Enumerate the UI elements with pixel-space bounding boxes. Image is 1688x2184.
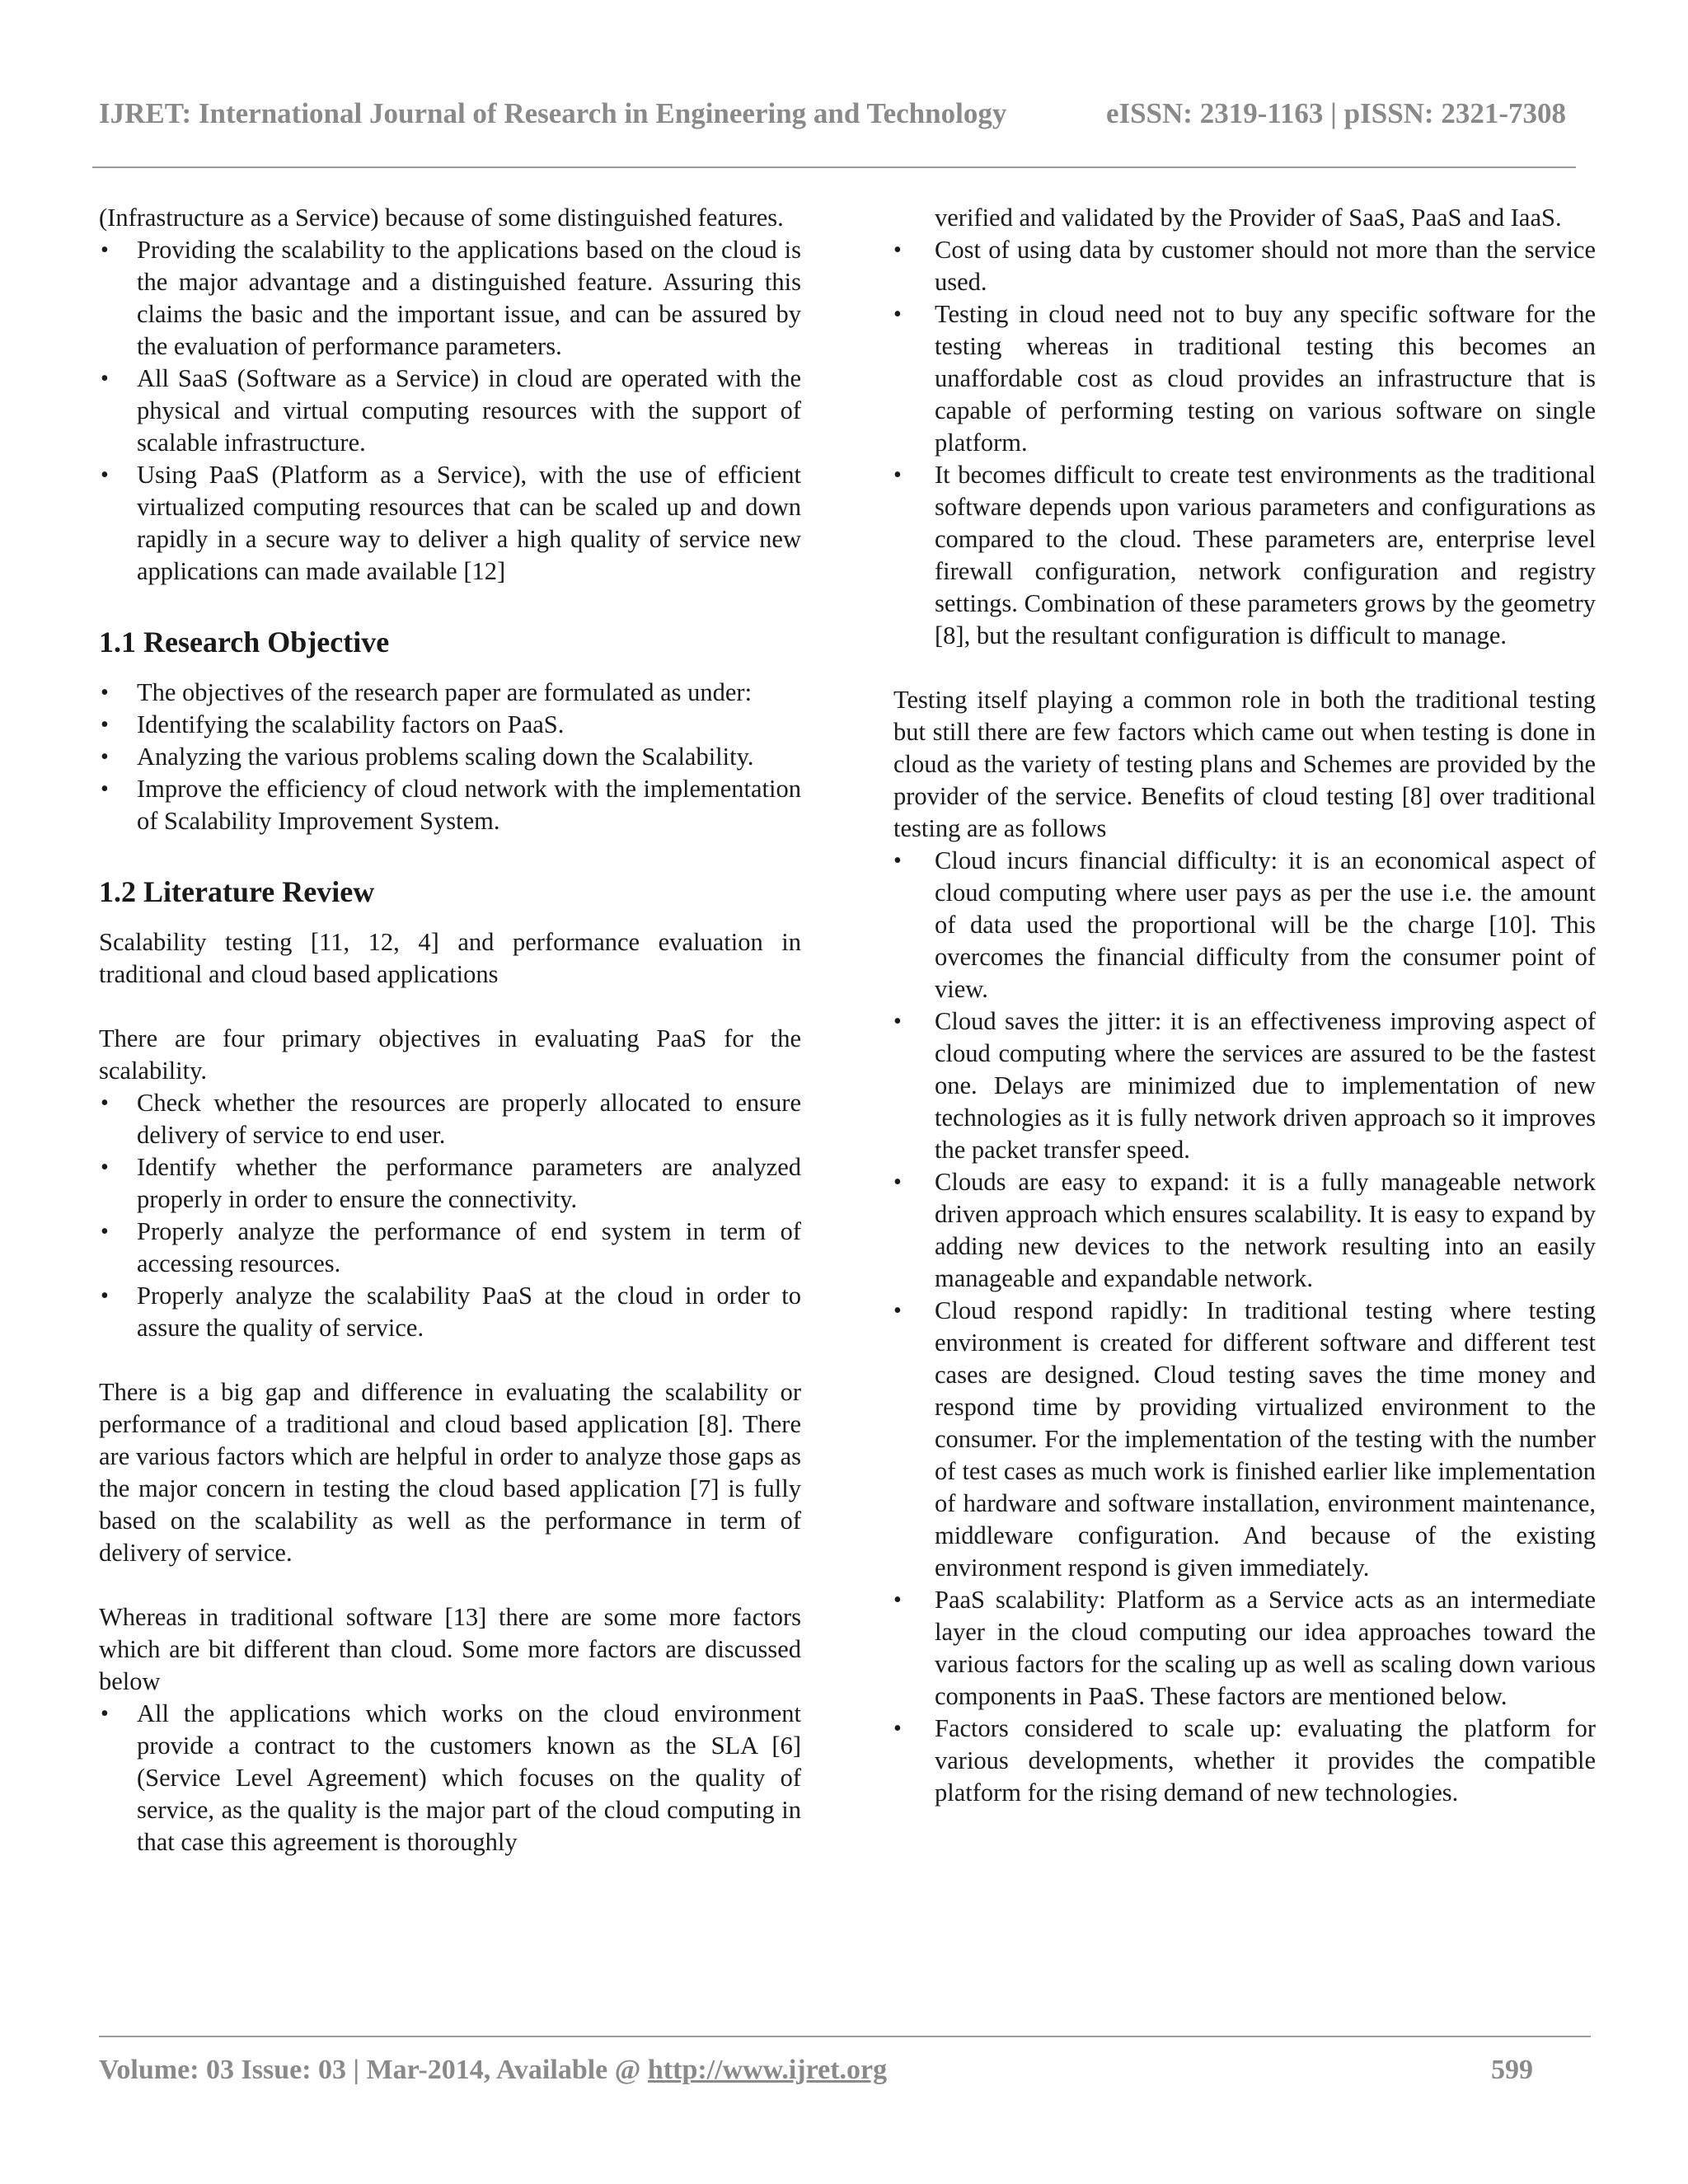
bullet-text: Identifying the scalability factors on PaaS.: [137, 710, 565, 738]
bullet-text: It becomes difficult to create test environments as the traditional software depends upon various parameters and configurations as compared to the cloud. These parameters are, enterprise level firewall configuration, network configuration and registry settings. Combination of these parameters grows by the geometry [8], but the resultant configuration is difficult to manage.: [935, 461, 1596, 649]
bullet-item: [893, 234, 1596, 298]
bullet-item: [893, 459, 1596, 652]
intro-paragraph: (Infrastructure as a Service) because of some distinguished features.: [99, 204, 784, 232]
bullet-text: Properly analyze the scalability PaaS at the cloud in order to assure the quality of service.: [137, 1282, 801, 1342]
bullet-marker: •: [893, 1716, 902, 1741]
bullet-marker: •: [101, 1155, 109, 1180]
literature-paragraph: Whereas in traditional software [13] there are some more factors which are bit different than cloud. Some more factors are discussed below: [99, 1603, 801, 1695]
bullet-item: [893, 1713, 1596, 1809]
journal-title: IJRET: International Journal of Research in Engineering and Technology: [99, 97, 1007, 129]
literature-paragraph: There are four primary objectives in evaluating PaaS for the scalability.: [99, 1024, 801, 1085]
bullet-item: [99, 1151, 801, 1216]
header-divider: [92, 166, 1576, 168]
factor-bullet-list: [893, 234, 1596, 652]
page-footer: [99, 2055, 1533, 2096]
testing-paragraph: Testing itself playing a common role in both the traditional testing but still there are few factors which came out when testing is done in cloud as the variety of testing plans and Schemes are provided by the provider of the service. Benefits of cloud testing [8] over traditional testing are as follows: [893, 686, 1596, 842]
section-heading-research-objective: 1.1 Research Objective: [99, 626, 390, 658]
bullet-item: [99, 363, 801, 459]
journal-website-link[interactable]: http://www.ijret.org: [647, 2055, 888, 2085]
bullet-marker: •: [893, 462, 902, 488]
bullet-item: [99, 1280, 801, 1344]
bullet-text: Cloud respond rapidly: In traditional testing where testing environment is created for different software and different test cases are designed. Cloud testing saves the time money and respond time by providing virtualized environment to the consumer. For the implementation of the testing with the number of test cases as much work is finished earlier like implementation of hardware and software installation, environment maintenance, middleware configuration. And because of the existing environment respond is given immediately.: [935, 1296, 1596, 1582]
bullet-text: Cloud incurs financial difficulty: it is an economical aspect of cloud computing where user pays as per the use i.e. the amount of data used the proportional will be the charge [10]. This overcomes the financial difficulty from the consumer point of view.: [935, 846, 1596, 1003]
bullet-marker: •: [101, 1219, 109, 1244]
benefit-bullet-list: [893, 845, 1596, 1809]
literature-paragraph: There is a big gap and difference in evaluating the scalability or performance of a traditional and cloud based application [8]. There are various factors which are helpful in order to analyze those gaps as the major concern in testing the cloud based application [7] is fully based on the scalability as well as the performance in term of delivery of service.: [99, 1378, 801, 1567]
bullet-item: [99, 773, 801, 837]
section-heading-literature-review: 1.2 Literature Review: [99, 875, 375, 908]
bullet-text: Clouds are easy to expand: it is a fully manageable network driven approach which ensures scalability. It is easy to expand by adding new devices to the network resulting into an easily manageable and expandable network.: [935, 1168, 1596, 1292]
intro-bullet-list: [99, 234, 801, 588]
bullet-text: Factors considered to scale up: evaluating the platform for various developments, whether it provides the compatible platform for the rising demand of new technologies.: [935, 1714, 1596, 1807]
bullet-text: Identify whether the performance parameters are analyzed properly in order to ensure the connectivity.: [137, 1153, 801, 1213]
bullet-item: [99, 1216, 801, 1280]
bullet-marker: •: [893, 1009, 902, 1034]
bullet-item: [893, 1005, 1596, 1166]
bullet-text: The objectives of the research paper are formulated as under:: [137, 678, 753, 706]
bullet-marker: •: [101, 680, 109, 705]
bullet-item: [99, 709, 801, 741]
bullet-text: Using PaaS (Platform as a Service), with the use of efficient virtualized computing resources that can be scaled up and down rapidly in a secure way to deliver a high quality of service new applications can made available [12]: [137, 461, 801, 585]
bullet-text: Properly analyze the performance of end system in term of accessing resources.: [137, 1217, 801, 1277]
footer-divider: [99, 2036, 1591, 2037]
bullet-item: [893, 1166, 1596, 1295]
bullet-item: [99, 741, 801, 773]
bullet-item: [893, 298, 1596, 459]
page-header: [99, 97, 1566, 138]
bullet-marker: •: [893, 1298, 902, 1324]
literature-paragraph: Scalability testing [11, 12, 4] and performance evaluation in traditional and cloud based applications: [99, 928, 801, 988]
bullet-item: [99, 1087, 801, 1151]
bullet-marker: •: [893, 302, 902, 327]
bullet-text: Improve the efficiency of cloud network with the implementation of Scalability Improvement System.: [137, 775, 801, 835]
page-number: 599: [1491, 2055, 1533, 2085]
bullet-marker: •: [893, 848, 902, 874]
continuation-text: verified and validated by the Provider of SaaS, PaaS and IaaS.: [935, 204, 1562, 232]
bullet-marker: •: [101, 744, 109, 770]
bullet-text: Analyzing the various problems scaling down the Scalability.: [137, 743, 754, 771]
bullet-marker: •: [893, 1587, 902, 1613]
bullet-marker: •: [101, 462, 109, 488]
bullet-text: PaaS scalability: Platform as a Service acts as an intermediate layer in the cloud computing our idea approaches toward the various factors for the scaling up as well as scaling down various components in PaaS. These factors are mentioned below.: [935, 1586, 1596, 1710]
bullet-text: Cost of using data by customer should not more than the service used.: [935, 236, 1596, 296]
bullet-text: Providing the scalability to the applications based on the cloud is the major advantage and a distinguished feature. Assuring this claims the basic and the important issue, and can be assured by the evaluation of performance parameters.: [137, 236, 801, 360]
bullet-marker: •: [893, 1169, 902, 1195]
traditional-bullet-list: [99, 1698, 801, 1858]
bullet-marker: •: [101, 237, 109, 263]
bullet-text: All SaaS (Software as a Service) in cloud are operated with the physical and virtual computing resources with the support of scalable infrastructure.: [137, 364, 801, 457]
bullet-marker: •: [101, 776, 109, 802]
right-column: [893, 202, 1596, 1809]
bullet-marker: •: [101, 712, 109, 738]
issn-label: eISSN: 2319-1163 | pISSN: 2321-7308: [1105, 97, 1566, 129]
volume-info: Volume: 03 Issue: 03 | Mar-2014, Available @: [99, 2055, 648, 2085]
left-column: [99, 202, 801, 1858]
bullet-marker: •: [101, 1090, 109, 1116]
bullet-marker: •: [101, 366, 109, 391]
bullet-marker: •: [101, 1701, 109, 1727]
footer-citation: [99, 2055, 887, 2086]
bullet-text: Check whether the resources are properly allocated to ensure delivery of service to end user.: [137, 1089, 801, 1149]
bullet-item: [893, 1295, 1596, 1584]
bullet-item: [99, 677, 801, 709]
bullet-item: [99, 234, 801, 363]
bullet-item: [99, 459, 801, 588]
bullet-item: [893, 1584, 1596, 1713]
bullet-item: [99, 1698, 801, 1858]
bullet-text: Cloud saves the jitter: it is an effectiveness improving aspect of cloud computing where the services are assured to be the fastest one. Delays are minimized due to implementation of new technologies as it is fully network driven approach so it improves the packet transfer speed.: [935, 1007, 1596, 1164]
bullet-marker: •: [893, 237, 902, 263]
bullet-marker: •: [101, 1283, 109, 1309]
bullet-text: Testing in cloud need not to buy any specific software for the testing whereas in traditional testing this becomes an unaffordable cost as cloud provides an infrastructure that is capable of performing testing on various software on single platform.: [935, 300, 1596, 457]
bullet-item: [893, 845, 1596, 1005]
objective-bullet-list: [99, 677, 801, 837]
bullet-text: All the applications which works on the cloud environment provide a contract to the customers known as the SLA [6] (Service Level Agreement) which focuses on the quality of service, as the quality is the major part of the cloud computing in that case this agreement is thoroughly: [137, 1699, 801, 1856]
literature-bullet-list: [99, 1087, 801, 1344]
